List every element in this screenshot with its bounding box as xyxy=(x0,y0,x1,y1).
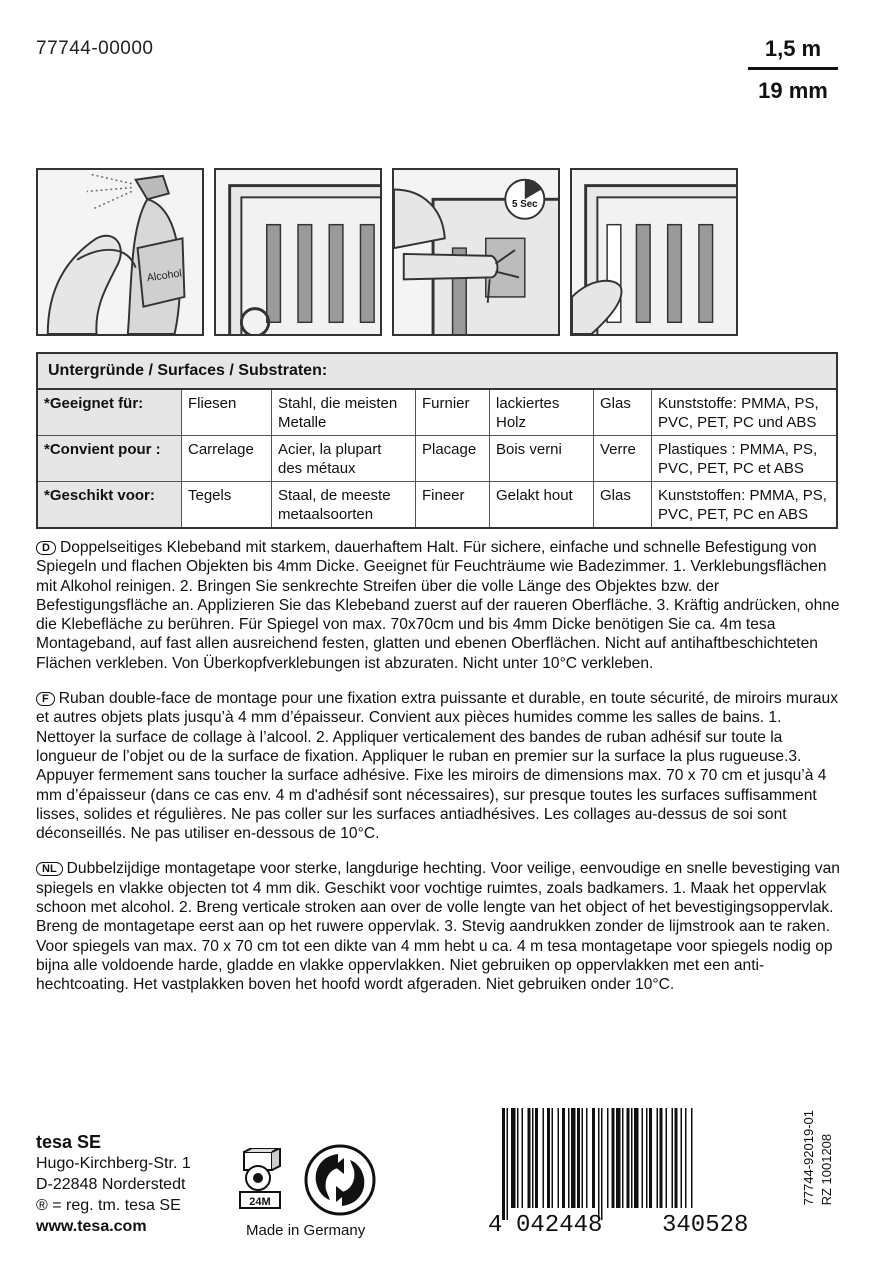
barcode-bar xyxy=(528,1108,531,1208)
barcode-bar xyxy=(571,1108,576,1208)
table-cell: Acier, la plupart des métaux xyxy=(272,436,416,481)
table-cell: lackiertes Holz xyxy=(490,390,594,435)
ean-barcode xyxy=(488,1108,790,1226)
table-cell: Verre xyxy=(594,436,652,481)
table-cell: Fineer xyxy=(416,482,490,527)
trademark-note: ® = reg. tm. tesa SE xyxy=(36,1197,181,1214)
barcode-bar xyxy=(558,1108,560,1208)
table-cell: Furnier xyxy=(416,390,490,435)
table-cell: Glas xyxy=(594,482,652,527)
descriptions xyxy=(36,538,840,1011)
apply-strips-illustration xyxy=(216,170,380,334)
step-mount-mirror xyxy=(570,168,738,336)
barcode-bar xyxy=(634,1108,639,1208)
table-cell: Fliesen xyxy=(182,390,272,435)
barcode-bar xyxy=(681,1108,683,1208)
step-apply-strips xyxy=(214,168,382,336)
clean-alcohol-illustration xyxy=(38,170,202,334)
table-cell: Gelakt hout xyxy=(490,482,594,527)
ean-digits-left: 042448 xyxy=(516,1212,603,1239)
barcode-bar xyxy=(502,1108,505,1220)
barcode-bar xyxy=(598,1108,600,1220)
table-cell: Tegels xyxy=(182,482,272,527)
print-code-lines xyxy=(800,1110,836,1205)
table-title: Untergründe / Surfaces / Substraten: xyxy=(38,354,836,390)
table-row xyxy=(38,436,836,482)
ean-digit-prefix: 4 xyxy=(488,1212,503,1239)
barcode-bar xyxy=(649,1108,652,1208)
table-cell: Plastiques : PMMA, PS, PVC, PET, PC et ABS xyxy=(658,441,818,477)
row-label: *Geschikt voor: xyxy=(38,482,182,527)
print-code-2: RZ 1001208 xyxy=(819,1133,834,1206)
barcode-bar xyxy=(543,1108,545,1208)
barcode-bar xyxy=(616,1108,621,1208)
company-city: D-22848 Norderstedt xyxy=(36,1176,186,1193)
barcode-bar xyxy=(646,1108,648,1208)
barcode-bar xyxy=(631,1108,633,1208)
mount-illustration xyxy=(572,170,736,334)
barcode-bar xyxy=(607,1108,609,1208)
barcode-bar xyxy=(582,1108,584,1208)
company-address xyxy=(36,1132,191,1237)
press-illustration xyxy=(394,170,558,334)
barcode-bar xyxy=(562,1108,565,1208)
description-text: Ruban double-face de montage pour une fixation extra puissante et durable, en toute sécurité, de miroirs muraux et autres objets plats jusqu’à 4 mm d’épaisseur. Convient aux pièces humides comme les salles de bains. 1. Nettoyer la surface de collage à l’alcool. 2. Appliquer verticalement des bandes de ruban adhésif sur toute la longueur de l’objet ou de la surface de fixation. Appliquer le ruban en premier sur la surface la plus rugueuse.3. Appuyer fermement sans toucher la surface adhésive. Fixe les miroirs de dimensions max. 70 x 70 cm et jusqu’à 4 mm d’épaisseur (dans ce cas env. 4 m d'adhésif sont nécessaires), sur presque toutes les surfaces suffisamment lisses, solides et régulières. Ne pas coller sur les surfaces antiadhésives. Les collages au-dessus de soi sont déconseillés. Ne pas utiliser en-dessous de 10°C. xyxy=(36,690,839,843)
description-text: Dubbelzijdige montagetape voor sterke, langdurige hechting. Voor veilige, eenvoudige en snelle bevestiging van spiegels en vlakke objecten tot 4 mm dik. Geschikt voor vochtige ruimtes, zoals badkamers. 1. Maak het oppervlak schoon met alcohol. 2. Breng verticale stroken aan over de volle lengte van het object of het bevestigingsoppervlak. Breng de montagetape eerst aan op het ruwere oppervlak. 3. Stevig aandrukken zonder de lijmstrook aan te raken. Voor spiegels van max. 70 x 70 cm tot een dikte van 4 mm hebt u ca. 4 m tesa montagetape voor spiegels nodig op bijna alle voldoende harde, gladde en vlakke oppervlakken. Niet gebruiken op oppervlakken met een anti-hechtcoating. Het vastplakken boven het hoofd wordt afgeraden. Niet gebruiken onder 10°C. xyxy=(36,860,840,994)
shelf-life-text: 24M xyxy=(249,1196,271,1208)
instruction-steps xyxy=(36,168,838,342)
barcode-bar xyxy=(685,1108,687,1208)
made-in-label: Made in Germany xyxy=(246,1222,366,1239)
barcode-bar xyxy=(532,1108,534,1208)
company-name: tesa SE xyxy=(36,1132,102,1152)
barcode-bar xyxy=(511,1108,516,1208)
step-clean-alcohol xyxy=(36,168,204,336)
barcode-bar xyxy=(586,1108,588,1208)
table-row xyxy=(38,482,836,527)
barcode-bar xyxy=(517,1108,519,1208)
table-cell: Kunststoffe: PMMA, PS, PVC, PET, PC und ABS xyxy=(658,395,819,431)
description-nl xyxy=(36,859,840,994)
barcode-bar xyxy=(568,1108,570,1208)
alcohol-label: Alcohol xyxy=(146,267,183,285)
print-code-1: 77744-92019-01 xyxy=(801,1110,816,1206)
language-badge: F xyxy=(36,692,55,706)
row-label: *Geeignet für: xyxy=(38,390,182,435)
product-sku: 77744-00000 xyxy=(36,38,154,59)
step-press-5sec xyxy=(392,168,560,336)
language-badge: NL xyxy=(36,862,63,876)
barcode-bar xyxy=(612,1108,615,1208)
product-dimensions xyxy=(748,36,838,104)
table-cell: Stahl, die meisten Metalle xyxy=(272,390,416,435)
table-cell: Carrelage xyxy=(182,436,272,481)
barcode-bar xyxy=(666,1108,668,1208)
ean-digits-right: 340528 xyxy=(662,1212,749,1239)
table-cell: Staal, de meeste metaalsoorten xyxy=(272,482,416,527)
shelf-life-icon xyxy=(238,1148,284,1210)
barcode-bar xyxy=(657,1108,659,1208)
barcode-bar xyxy=(552,1108,554,1208)
hang-hole xyxy=(360,0,520,30)
barcode-bar xyxy=(577,1108,580,1208)
barcode-bar xyxy=(592,1108,595,1208)
language-badge: D xyxy=(36,541,56,555)
description-text: Doppelseitiges Klebeband mit starkem, dauerhaftem Halt. Für sichere, einfache und schnelle Befestigung von Spiegeln und flachen Objekten bis 4mm Dicke. Geeignet für Feuchträume wie Badezimmer. 1. Verklebungsflächen mit Alkohol reinigen. 2. Bringen Sie senkrechte Streifen über die volle Länge des Objektes bzw. der Befestigungsfläche an. Applizieren Sie das Klebeband zuerst auf der raueren Oberfläche. 3. Kräftig andrücken, ohne die Klebefläche zu berühren. Für Spiegel von max. 70x70cm und bis 4mm Dicke benötigen Sie ca. 4m tesa Montageband, auf fast allen ausreichend festen, glatten und ebenen Oberflächen. Nicht auf antihaftbeschichteten Flächen verkleben. Von Überkopfverklebungen ist abzuraten. Nicht unter 10°C verkleben. xyxy=(36,539,840,672)
barcode-bar xyxy=(547,1108,550,1208)
tape-length: 1,5 m xyxy=(748,36,838,70)
barcode-bar xyxy=(535,1108,538,1208)
table-row xyxy=(38,390,836,436)
barcode-bar xyxy=(691,1108,693,1208)
barcode-bar xyxy=(642,1108,644,1208)
print-codes xyxy=(800,1110,844,1246)
timer-label: 5 Sec xyxy=(512,199,538,211)
company-website: www.tesa.com xyxy=(36,1218,147,1235)
company-street: Hugo-Kirchberg-Str. 1 xyxy=(36,1155,191,1172)
tape-width: 19 mm xyxy=(758,78,828,103)
recycling-icon xyxy=(304,1144,376,1216)
description-fr xyxy=(36,689,840,843)
substrates-table xyxy=(36,352,838,529)
table-cell: Kunststoffen: PMMA, PS, PVC, PET, PC en ABS xyxy=(658,487,827,523)
barcode-bar xyxy=(660,1108,663,1208)
description-de xyxy=(36,538,840,673)
barcode-bar xyxy=(672,1108,674,1208)
table-cell: Bois verni xyxy=(490,436,594,481)
barcode-bar xyxy=(627,1108,630,1208)
table-cell: Placage xyxy=(416,436,490,481)
barcode-bar xyxy=(675,1108,678,1208)
table-cell: Glas xyxy=(594,390,652,435)
barcode-bar xyxy=(601,1108,603,1220)
barcode-bar xyxy=(622,1108,624,1208)
barcode-bar xyxy=(507,1108,509,1220)
row-label: *Convient pour : xyxy=(38,436,182,481)
barcode-bar xyxy=(522,1108,524,1208)
